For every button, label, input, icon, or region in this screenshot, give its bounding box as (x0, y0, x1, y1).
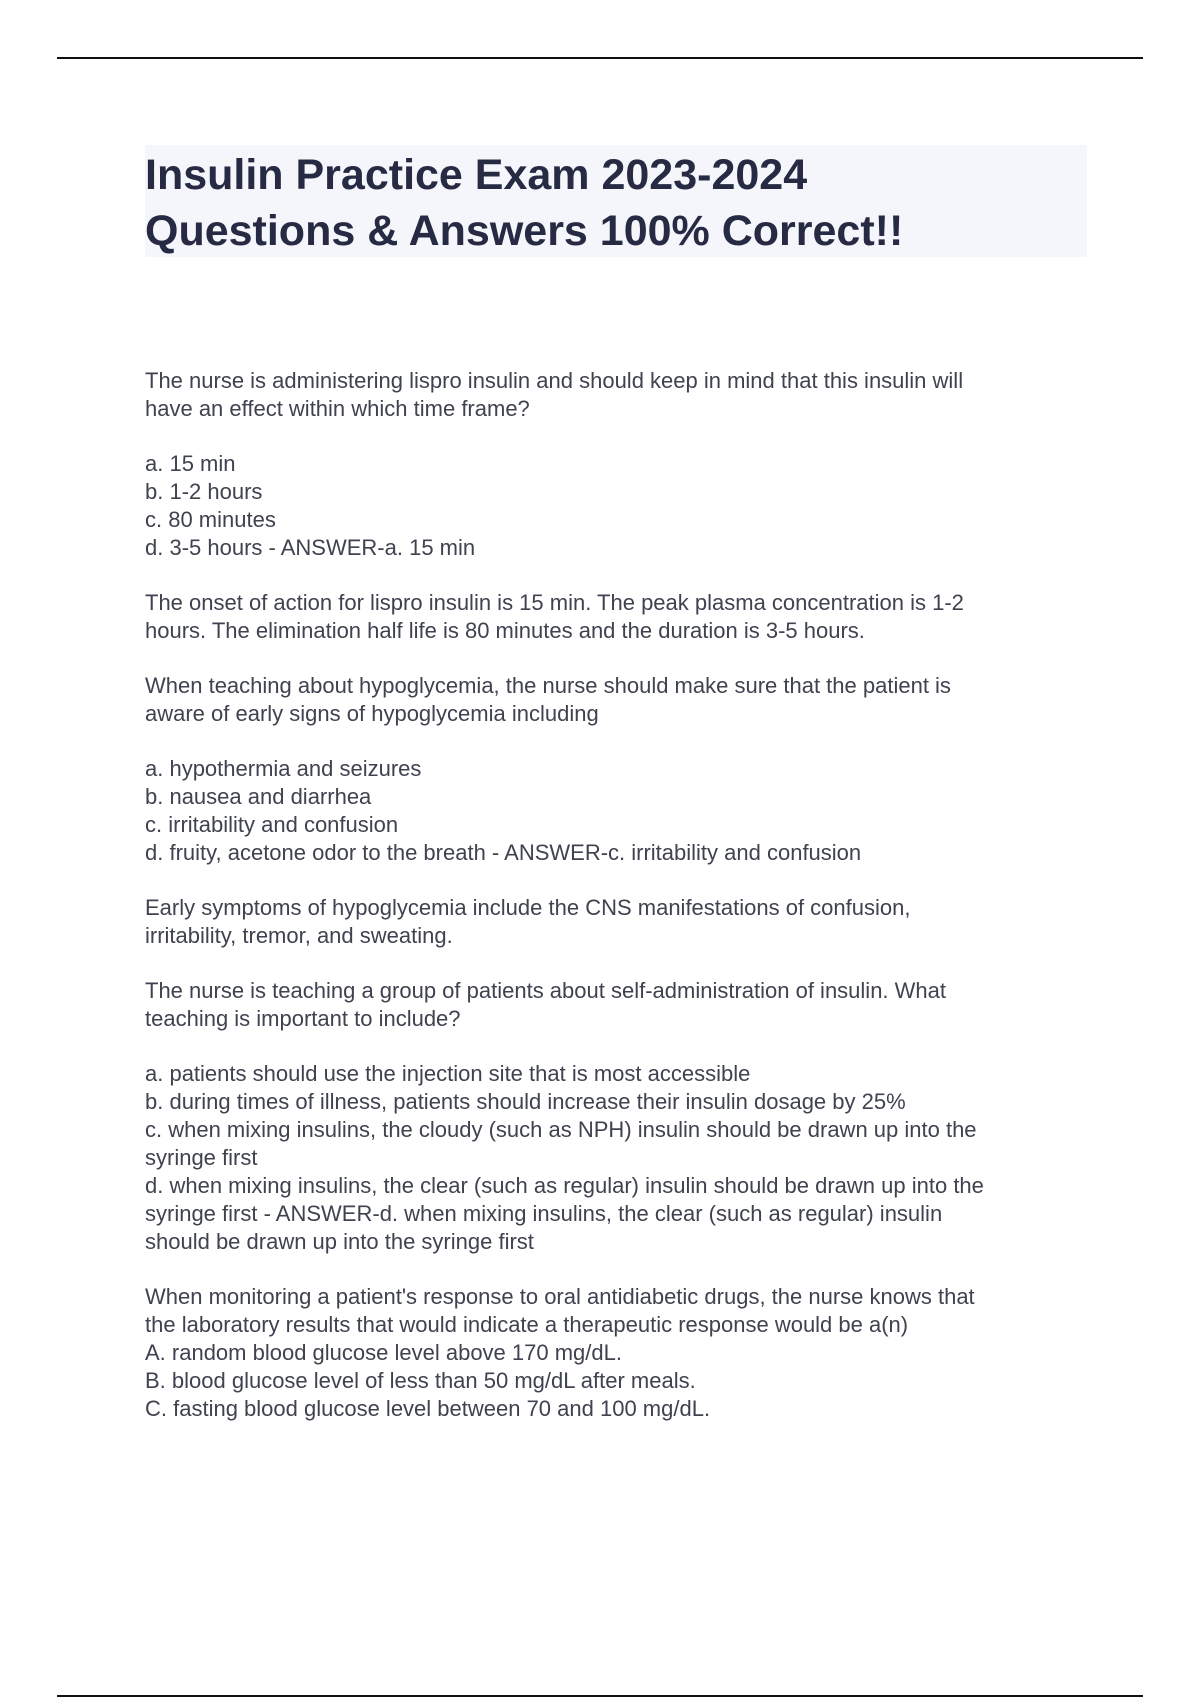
explanation-line: irritability, tremor, and sweating. (145, 923, 453, 948)
stem-line: The nurse is administering lispro insulin and should keep in mind that this insulin will (145, 368, 964, 393)
option-line: B. blood glucose level of less than 50 mg/dL after meals. (145, 1368, 696, 1393)
question-2-options (145, 755, 1085, 867)
document-title (145, 145, 1087, 257)
option-line: syringe first - ANSWER-d. when mixing insulins, the clear (such as regular) insulin (145, 1201, 943, 1226)
question-4 (145, 1283, 1085, 1423)
explanation-line: The onset of action for lispro insulin is 15 min. The peak plasma concentration is 1-2 (145, 590, 964, 615)
option-line: a. 15 min (145, 451, 236, 476)
question-1-explanation (145, 589, 1085, 645)
question-2-stem (145, 672, 1085, 728)
option-line: d. fruity, acetone odor to the breath - ANSWER-c. irritability and confusion (145, 840, 862, 865)
stem-line: teaching is important to include? (145, 1006, 461, 1031)
option-line: c. irritability and confusion (145, 812, 399, 837)
option-line: d. when mixing insulins, the clear (such as regular) insulin should be drawn up into the (145, 1173, 984, 1198)
question-1-stem (145, 367, 1085, 423)
option-line: c. 80 minutes (145, 507, 276, 532)
option-line: a. hypothermia and seizures (145, 756, 422, 781)
stem-line: aware of early signs of hypoglycemia including (145, 701, 599, 726)
option-line: d. 3-5 hours - ANSWER-a. 15 min (145, 535, 476, 560)
option-line: A. random blood glucose level above 170 mg/dL. (145, 1340, 622, 1365)
stem-line: When monitoring a patient's response to oral antidiabetic drugs, the nurse knows that (145, 1284, 975, 1309)
stem-line: When teaching about hypoglycemia, the nurse should make sure that the patient is (145, 673, 951, 698)
question-1-options (145, 450, 1085, 562)
title-line-1: Insulin Practice Exam 2023-2024 (145, 151, 808, 199)
footer-rule (57, 1695, 1143, 1697)
option-line: should be drawn up into the syringe first (145, 1229, 534, 1254)
stem-line: have an effect within which time frame? (145, 396, 530, 421)
header-rule (57, 57, 1143, 59)
option-line: b. during times of illness, patients should increase their insulin dosage by 25% (145, 1089, 906, 1114)
option-line: C. fasting blood glucose level between 70 and 100 mg/dL. (145, 1396, 711, 1421)
question-3-stem (145, 977, 1085, 1033)
question-2-explanation (145, 894, 1085, 950)
stem-line: the laboratory results that would indicate a therapeutic response would be a(n) (145, 1312, 909, 1337)
document-body (145, 367, 1085, 1423)
explanation-line: hours. The elimination half life is 80 minutes and the duration is 3-5 hours. (145, 618, 865, 643)
title-line-2: Questions & Answers 100% Correct!! (145, 207, 904, 255)
option-line: b. 1-2 hours (145, 479, 263, 504)
option-line: a. patients should use the injection site that is most accessible (145, 1061, 751, 1086)
option-line: c. when mixing insulins, the cloudy (such as NPH) insulin should be drawn up into the (145, 1117, 977, 1142)
explanation-line: Early symptoms of hypoglycemia include the CNS manifestations of confusion, (145, 895, 911, 920)
question-3-options (145, 1060, 1085, 1256)
stem-line: The nurse is teaching a group of patients about self-administration of insulin. What (145, 978, 947, 1003)
option-line: b. nausea and diarrhea (145, 784, 372, 809)
option-line: syringe first (145, 1145, 258, 1170)
